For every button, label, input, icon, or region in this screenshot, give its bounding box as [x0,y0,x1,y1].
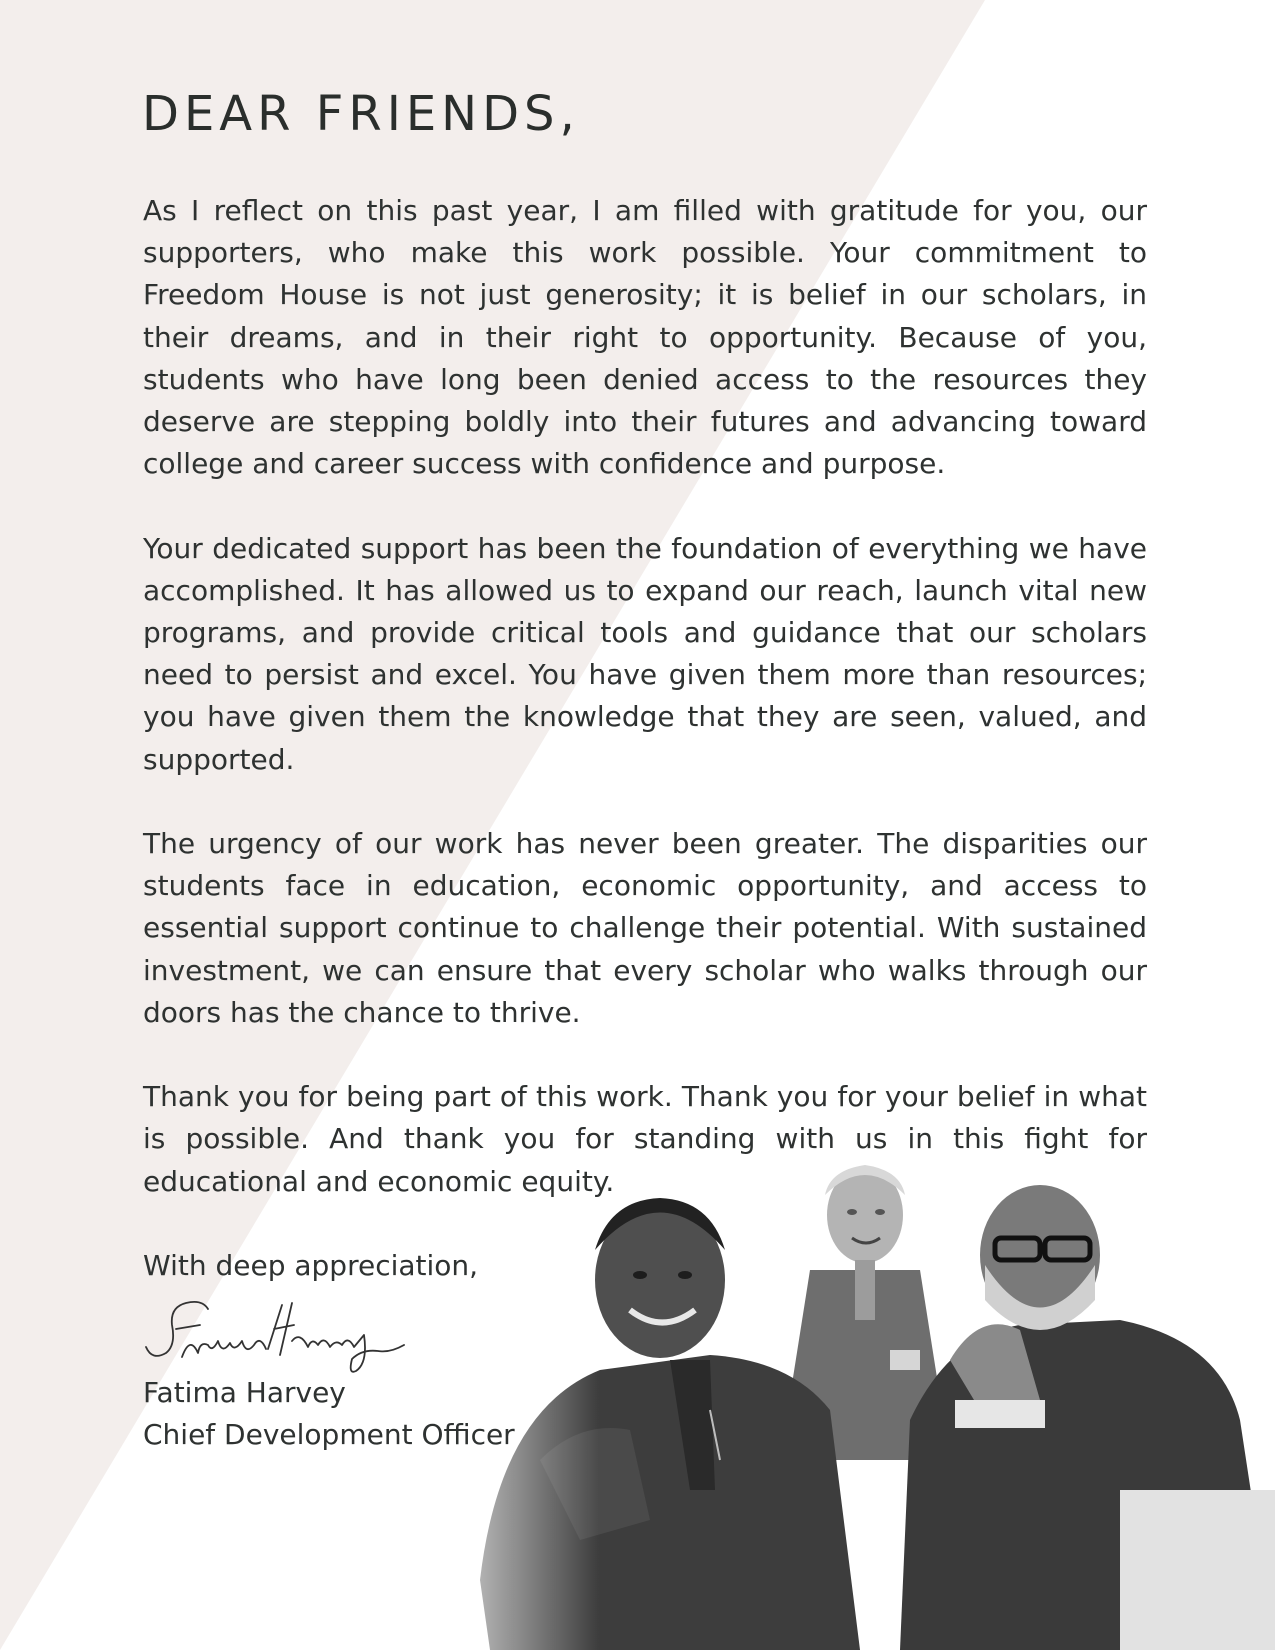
paragraph-4: Thank you for being part of this work. Thank you for your belief in what is possible. And thank you for standing with us in this fight for educational and economic equity. [143,1080,1147,1198]
paragraph-3: The urgency of our work has never been greater. The disparities our students face in education, economic opportunity, and access to essential support continue to challenge their potential. With sustained investment, we can ensure that every scholar who walks through our doors has the chance to thrive. [143,827,1147,1029]
signer-title: Chief Development Officer [143,1418,515,1451]
signature-image [142,1295,442,1375]
paragraph-2: Your dedicated support has been the foundation of everything we have accomplished. It has allowed us to expand our reach, launch vital new programs, and provide critical tools and guidance that our scholars need to persist and excel. You have given them more than resources; you have given them the knowledge that they are seen, valued, and supported. [143,531,1147,776]
letter-body [143,190,1147,1245]
signer-name: Fatima Harvey [143,1376,346,1409]
closing-line: With deep appreciation, [143,1249,479,1282]
letter-title: DEAR FRIENDS, [142,86,580,142]
paragraph-1: As I reflect on this past year, I am filled with gratitude for you, our supporters, who make this work possible. Your commitment to Freedom House is not just generosity; it is belief in our scholars, in their dreams, and in their right to opportunity. Because of you, students who have long been denied access to the resources they deserve are stepping boldly into their futures and advancing toward college and career success with confidence and purpose. [143,194,1147,481]
